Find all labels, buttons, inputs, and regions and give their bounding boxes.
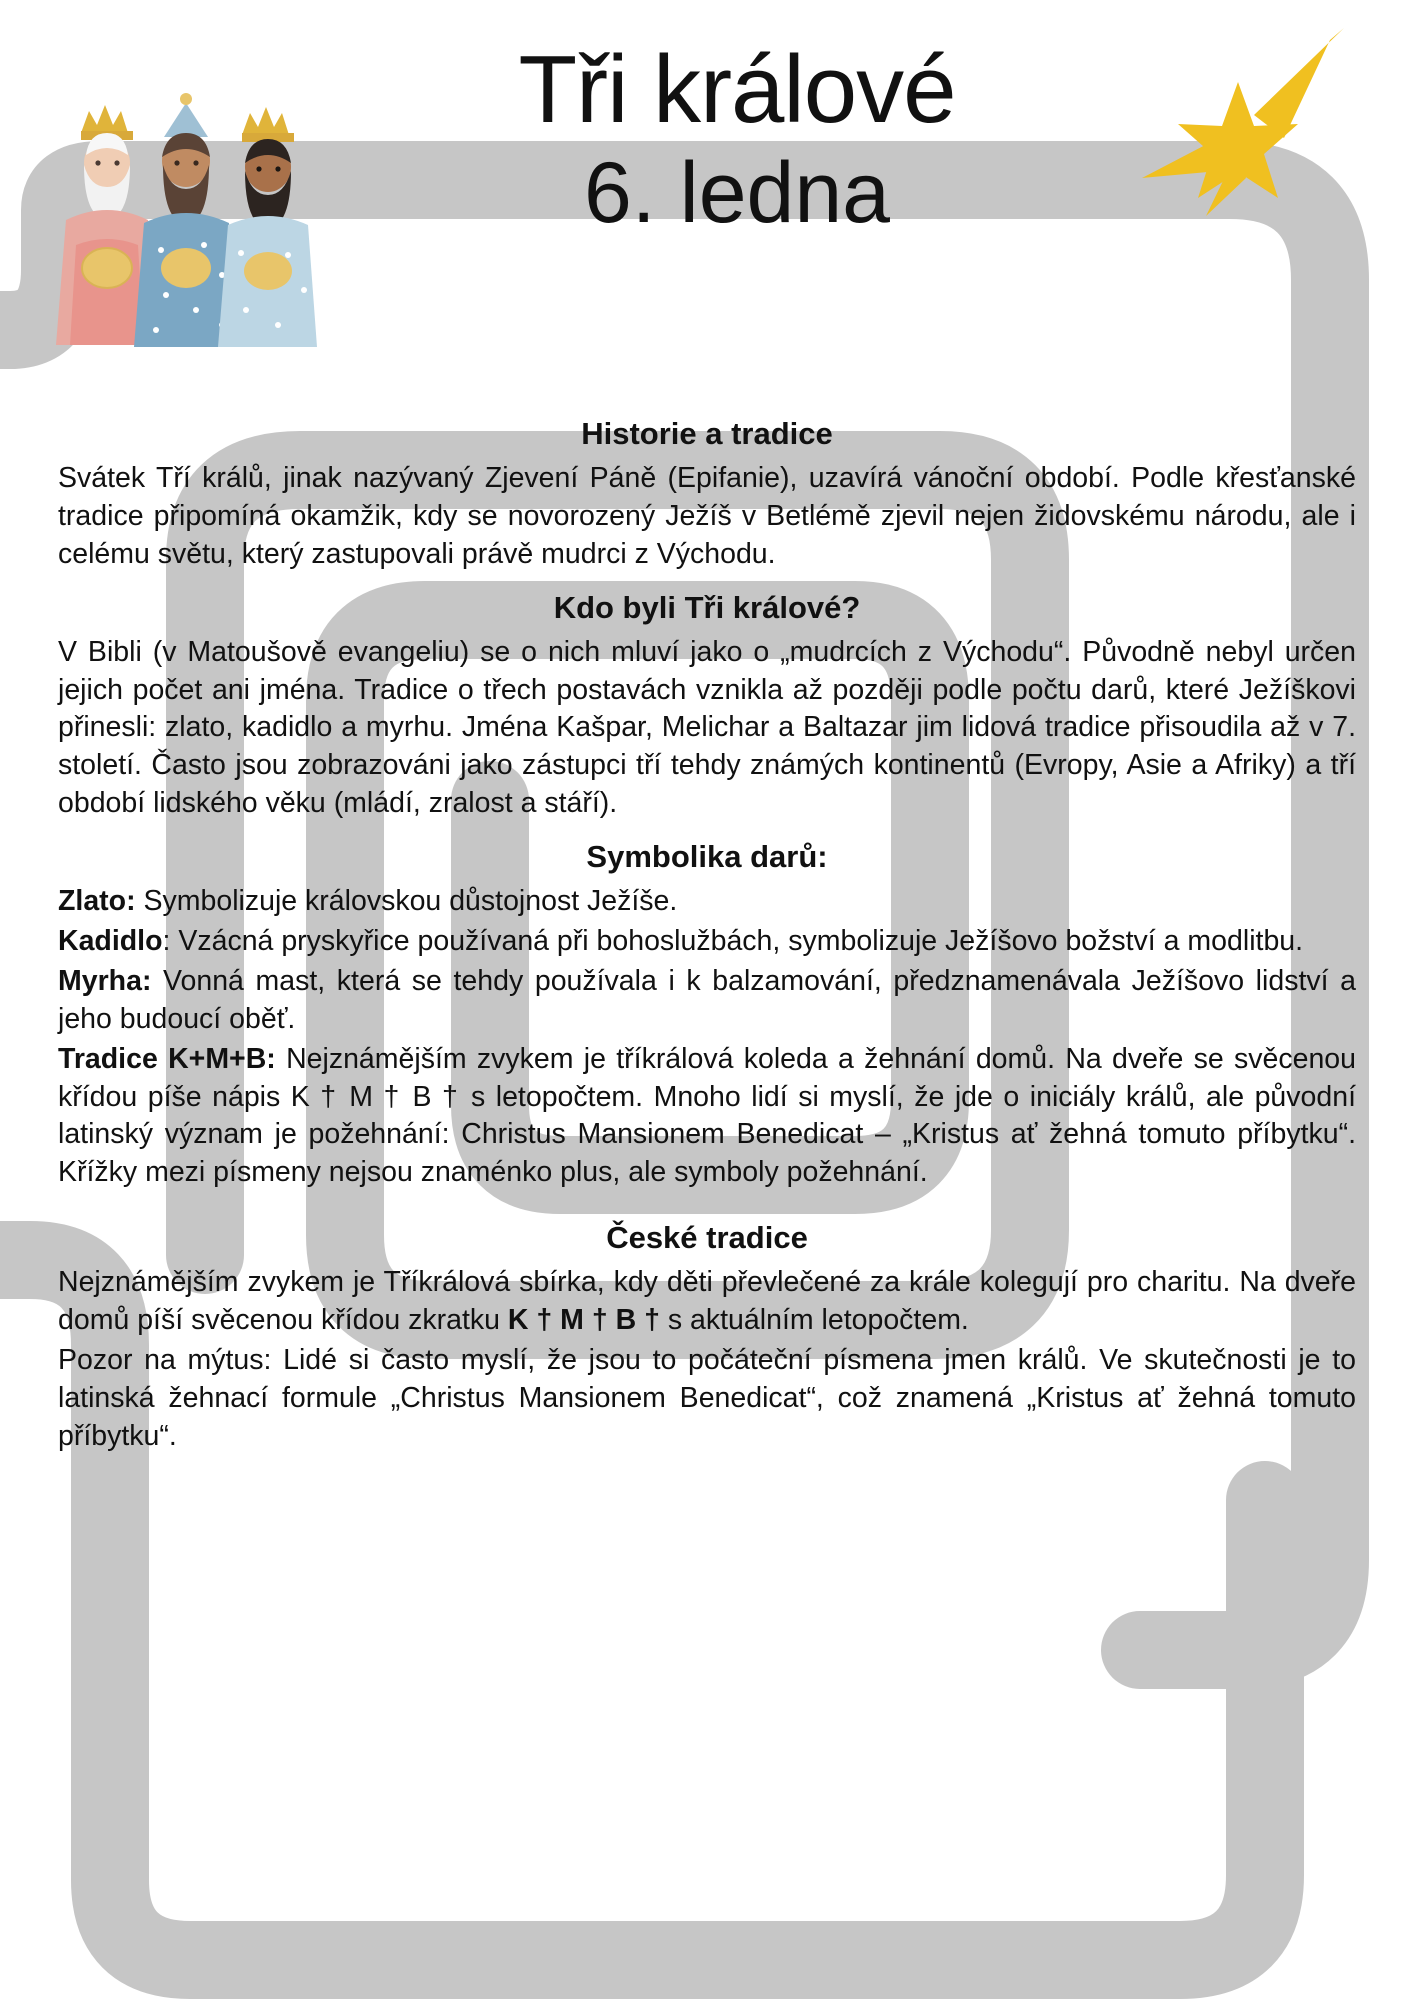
- gift-label-frankincense: Kadidlo: [58, 925, 163, 958]
- gift-item-myrrh: [58, 963, 1356, 1039]
- gift-label-myrrh: Myrha:: [58, 964, 152, 997]
- czech-kmb-abbreviation: K † M † B †: [507, 1304, 660, 1337]
- section-heading-history: Historie a tradice: [581, 416, 833, 451]
- page-subtitle: 6. ledna: [583, 144, 891, 241]
- gift-item-frankincense: [58, 923, 1356, 961]
- czech-paragraph-1: [58, 1264, 1356, 1340]
- gift-text-frankincense: : Vzácná pryskyřice používaná při bohoslužbách, symbolizuje Ježíšovo božství a modlitbu.: [162, 925, 1304, 958]
- czech-paragraph-1-part2: s aktuálním letopočtem.: [659, 1304, 969, 1337]
- page-title: Tři králové: [518, 36, 956, 143]
- gift-text-tradition: Nejznámějším zvykem je tříkrálová koleda a žehnání domů. Na dveře se svěcenou křídou píše nápis K † M † B † s letopočtem. Mnoho lidí si myslí, že jde o iniciály králů, ale původní latinský význam je požehnání: Christus Mansionem Benedicat – „Kristus ať žehná tomuto příbytku“. Křížky mezi písmeny nejsou znaménko plus, ale symboly požehnání.: [58, 1042, 1357, 1189]
- czech-paragraph-1-part1: Nejznámějším zvykem je Tříkrálová sbírka, kdy děti převlečené za krále kolegují pro charitu. Na dveře domů píší svěcenou křídou zkratku: [58, 1266, 1356, 1337]
- gift-item-gold: [58, 883, 1356, 921]
- gift-item-tradition: [58, 1041, 1356, 1193]
- gift-label-gold: Zlato:: [58, 885, 136, 918]
- poster-content: [0, 416, 1414, 1456]
- section-heading-czech: České tradice: [606, 1220, 808, 1256]
- section-heading-gifts: Symbolika darů:: [586, 839, 828, 875]
- section-paragraph-history: Svátek Tří králů, jinak nazývaný Zjevení Páně (Epifanie), uzavírá vánoční období. Podle křesťanské tradice připomíná okamžik, kdy se novorozený Ježíš v Betlémě zjevil nejen židovskému národu, ale i celému světu, který zastupovali právě mudrci z Východu.: [58, 462, 1356, 570]
- gift-text-gold: Symbolizuje královskou důstojnost Ježíše.: [135, 885, 678, 918]
- czech-paragraph-2: Pozor na mýtus: Lidé si často myslí, že jsou to počáteční písmena jmen králů. Ve skutečnosti je to latinská žehnací formule „Christus Mansionem Benedicat“, což znamená „Kristus ať žehná tomuto příbytku“.: [58, 1344, 1356, 1452]
- section-paragraph-who: V Bibli (v Matoušově evangeliu) se o nich mluví jako o „mudrcích z Východu“. Původně nebyl určen jejich počet ani jména. Tradice o třech postavách vznikla až později podle počtu darů, které Ježíškovi přinesli: zlato, kadidlo a myrhu. Jména Kašpar, Melichar a Baltazar jim lidová tradice přisoudila až v 7. století. Často jsou zobrazováni jako zástupci tří tehdy známých kontinentů (Evropy, Asie a Afriky) a tří období lidského věku (mládí, zralost a stáří).: [58, 635, 1356, 820]
- poster-header: [0, 0, 1414, 400]
- gift-text-myrrh: Vonná mast, která se tehdy používala i k balzamování, předznamenávala Ježíšovo lidství a jeho budoucí oběť.: [58, 964, 1356, 1035]
- gift-label-tradition: Tradice K+M+B:: [58, 1042, 276, 1075]
- title-block: [0, 36, 1414, 241]
- section-heading-who: Kdo byli Tři králové?: [553, 589, 861, 625]
